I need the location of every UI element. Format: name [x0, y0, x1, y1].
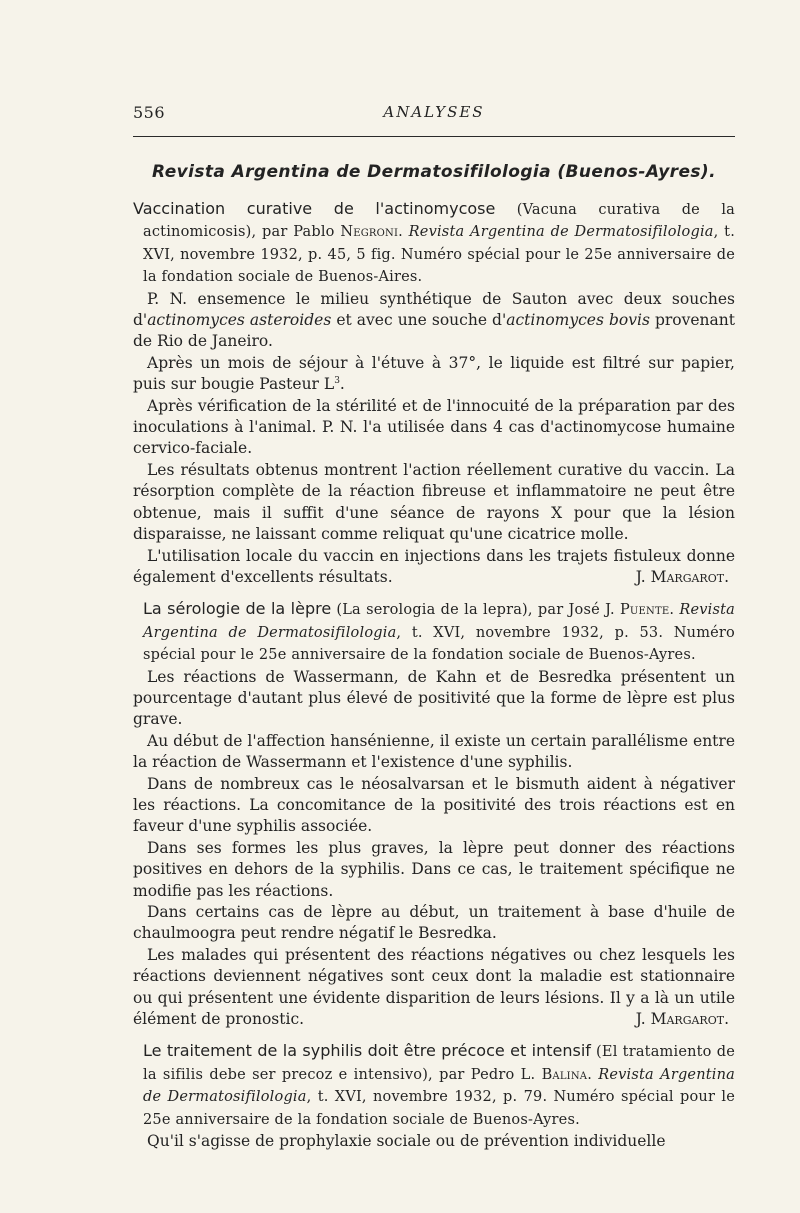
journal-name: Revista Argentina de Dermatosifilologia: [143, 1066, 735, 1106]
article: [133, 1040, 735, 1152]
page-number: 556: [133, 103, 166, 122]
header-rule: [133, 136, 735, 137]
paragraph: Les résultats obtenus montrent l'action réellement curative du vaccin. La résorption complète de la réaction fibreuse et inflammatoire ne peut être obtenue, mais il suffit d'une séance de rayons X pour que la lésion disparaisse, ne laissant comme reliquat qu'une cicatrice molle.: [133, 460, 735, 544]
paragraph: Dans de nombreux cas le néosalvarsan et le bismuth aident à négativer les réactions. La concomitance de la positivité des trois réactions est en faveur d'une syphilis associée.: [133, 774, 735, 836]
article-title: Vaccination curative de l'actinomycose: [133, 199, 496, 218]
journal-name: Revista Argentina de Dermatosifilologia: [143, 602, 736, 641]
citation-text: (El tratamiento de la sifilis debe ser precoz e intensivo), par Pedro L. Balina. Revista Argentina de Dermatosifilologia, t. XVI, novembre 1932, p. 79. Numéro spécial pour le 25e anniversaire de la fondation sociale de Buenos-Ayres.: [143, 1044, 735, 1128]
article: [133, 198, 735, 588]
author-name: Negroni: [340, 224, 399, 241]
article-citation: [133, 1040, 735, 1131]
running-head: ANALYSES: [383, 103, 485, 121]
paragraph: P. N. ensemence le milieu synthétique de Sauton avec deux souches d'actinomyces asteroides et avec une souche d'actinomyces bovis provenant de Rio de Janeiro.: [133, 289, 735, 351]
paragraph: Après vérification de la stérilité et de l'innocuité de la préparation par des inoculations à l'animal. P. N. l'a utilisée dans 4 cas d'actinomycose humaine cervico-faciale.: [133, 396, 735, 458]
paragraph: Qu'il s'agisse de prophylaxie sociale ou de prévention individuelle: [147, 1132, 666, 1151]
paragraph: Au début de l'affection hansénienne, il existe un certain parallélisme entre la réaction de Wassermann et l'existence d'une syphilis.: [133, 731, 735, 772]
paragraph: Dans ses formes les plus graves, la lèpre peut donner des réactions positives en dehors de la syphilis. Dans ce cas, le traitement spécifique ne modifie pas les réactions.: [133, 838, 735, 900]
paragraph: Dans certains cas de lèpre au début, un traitement à base d'huile de chaulmoogra peut rendre négatif le Besredka.: [133, 903, 735, 943]
page-header: [133, 103, 735, 131]
signature: J. Margarot.: [635, 1010, 729, 1029]
journal-name: Revista Argentina de Dermatosifilologia: [408, 224, 714, 241]
article-title: Le traitement de la syphilis doit être précoce et intensif: [143, 1041, 591, 1061]
article-citation: [133, 598, 735, 666]
article-title: La sérologie de la lèpre: [143, 599, 332, 619]
journal-title: Revista Argentina de Dermatosifilologia (Buenos-Ayres).: [152, 162, 716, 182]
citation-text: (La serologia de la lepra), par José J. Puente. Revista Argentina de Dermatosifilologia, t. XVI, novembre 1932, p. 53. Numéro spécial pour le 25e anniversaire de la fondation sociale de Buenos-Ayres.: [143, 602, 736, 664]
paragraph: L'utilisation locale du vaccin en injections dans les trajets fistuleux donne également d'excellents résultats. J. Margarot.: [133, 546, 735, 589]
author-name: Puente: [619, 602, 670, 619]
author-name: Balina: [541, 1066, 588, 1083]
paragraph: Après un mois de séjour à l'étuve à 37°, le liquide est filtré sur papier, puis sur bougie Pasteur $L^3$.: [133, 353, 735, 394]
paragraph: Les malades qui présentent des réactions négatives ou chez lesquels les réactions deviennent négatives sont ceux dont la maladie est stationnaire ou qui présentent une évidente disparition de leurs lésions. Il y a là un utile élément de pronostic. J. Margarot.: [133, 945, 735, 1031]
article-body: [133, 198, 735, 1162]
citation-text: (Vacuna curativa de la actinomicosis), par Pablo Negroni. Revista Argentina de Dermatosifilologia, t. XVI, novembre 1932, p. 45, 5 fig. Numéro spécial pour le 25e anniversaire de la fondation sociale de Buenos-Aires.: [143, 202, 736, 286]
article-citation: [133, 198, 735, 289]
signature: J. Margarot.: [635, 567, 729, 586]
article: [133, 598, 735, 1030]
paragraph: Les réactions de Wassermann, de Kahn et de Besredka présentent un pourcentage d'autant plus élevé de positivité que la forme de lèpre est plus grave.: [133, 667, 735, 729]
